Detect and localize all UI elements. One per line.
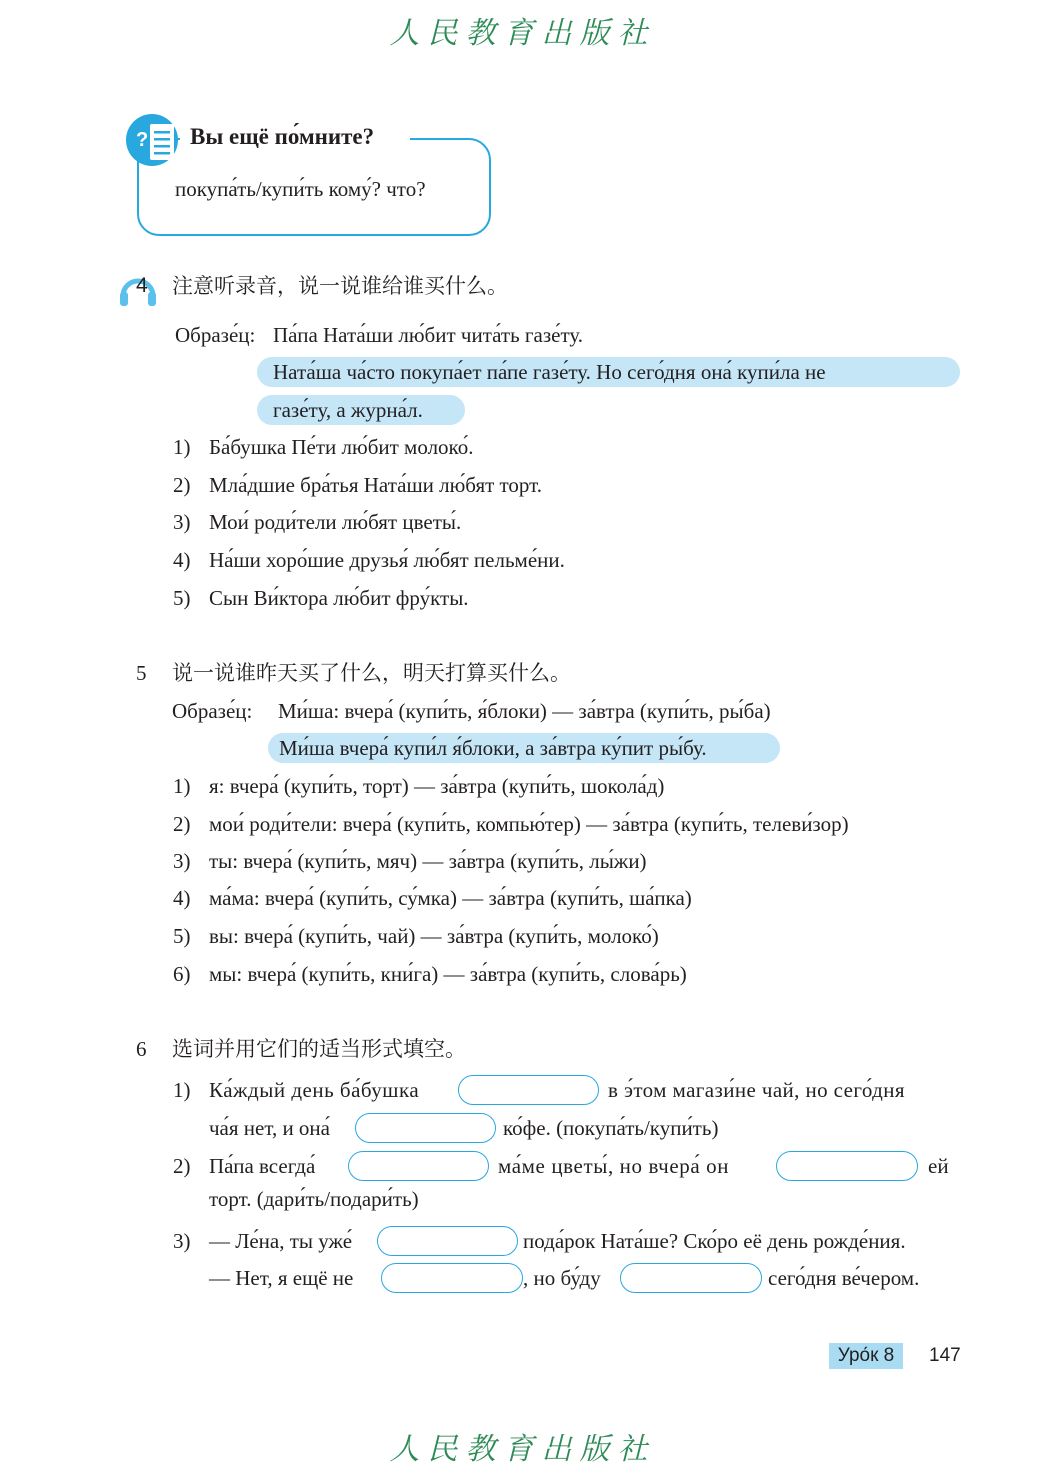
sample-answer: Ми́ша вчера́ купи́л я́блоки, а за́втра ку́пит ры́бу. xyxy=(279,736,707,760)
list-item: 4) На́ши хоро́шие друзья́ лю́бят пельме́ни. xyxy=(173,548,565,572)
list-item: 6) мы: вчера́ (купи́ть, кни́га) — за́втра (купи́ть, слова́рь) xyxy=(173,962,687,986)
exercise-4-instruction: 注意听录音，说一说谁给谁买什么。 xyxy=(172,274,508,298)
sample-text: Па́па Ната́ши лю́бит чита́ть газе́ту. xyxy=(273,323,584,347)
list-item: 2) Мла́дшие бра́тья Ната́ши лю́бят торт. xyxy=(173,473,543,497)
list-item: 2) мои́ роди́тели: вчера́ (купи́ть, компью́тер) — за́втра (купи́ть, телеви́зор) xyxy=(173,812,849,836)
item-text: — Нет, я ещё не xyxy=(209,1266,354,1290)
item-text: , но бу́ду xyxy=(523,1266,601,1290)
exercise-4-number: 4 xyxy=(136,274,148,297)
exercise-6-instruction: 选词并用它们的适当形式填空。 xyxy=(172,1037,466,1061)
exercise-5-number: 5 xyxy=(136,661,147,685)
reminder-title: Вы ещё по́мните? xyxy=(190,124,375,149)
blank-field[interactable] xyxy=(381,1263,523,1293)
list-item: 3) Мои́ роди́тели лю́бят цветы́. xyxy=(173,510,462,534)
blank-field[interactable] xyxy=(458,1075,599,1105)
sample-label: Образе́ц: xyxy=(172,699,253,723)
blank-field[interactable] xyxy=(620,1263,762,1293)
list-item: 1) я: вчера́ (купи́ть, торт) — за́втра (купи́ть, шокола́д) xyxy=(173,774,665,798)
blank-field[interactable] xyxy=(377,1226,518,1256)
reminder-text: покупа́ть/купи́ть кому́? что? xyxy=(175,177,426,201)
item-text: Па́па всегда́ xyxy=(209,1154,316,1178)
reminder-icon xyxy=(126,112,182,168)
list-item: 5) вы: вчера́ (купи́ть, чай) — за́втра (купи́ть, молоко́) xyxy=(173,924,659,948)
item-text: ча́я нет, и она́ xyxy=(209,1116,330,1140)
item-text: сего́дня ве́чером. xyxy=(768,1266,920,1290)
item-text: ма́ме цветы́, но вчера́ он xyxy=(498,1154,730,1178)
publisher-logo-bottom: 人民教育出版社 xyxy=(389,1432,656,1467)
list-item: 3) ты: вчера́ (купи́ть, мяч) — за́втра (купи́ть, лы́жи) xyxy=(173,849,647,873)
list-item: 1) Ба́бушка Пе́ти лю́бит молоко́. xyxy=(173,435,474,459)
publisher-logo-top: 人民教育出版社 xyxy=(389,16,656,51)
sample-text: Ми́ша: вчера́ (купи́ть, я́блоки) — за́втра (купи́ть, ры́ба) xyxy=(278,699,771,723)
exercise-5-instruction: 说一说谁昨天买了什么，明天打算买什么。 xyxy=(172,661,571,685)
item-text: в э́том магази́не чай, но сего́дня xyxy=(608,1078,905,1102)
item-number: 2) xyxy=(173,1154,191,1178)
blank-field[interactable] xyxy=(348,1151,489,1181)
list-item: 4) ма́ма: вчера́ (купи́ть, су́мка) — за́втра (купи́ть, ша́пка) xyxy=(173,886,692,910)
list-item: 5) Сын Ви́ктора лю́бит фру́кты. xyxy=(173,586,469,610)
item-text: — Ле́на, ты уже́ xyxy=(209,1229,353,1253)
sample-answer-line1: Ната́ша ча́сто покупа́ет па́пе газе́ту. Но сего́дня она́ купи́ла не xyxy=(273,360,826,384)
item-text: торт. (дари́ть/подари́ть) xyxy=(209,1187,419,1211)
lesson-badge: Уро́к 8 xyxy=(829,1343,903,1369)
sample-label: Образе́ц: xyxy=(175,323,256,347)
svg-text:?: ? xyxy=(136,129,149,151)
item-text: ей xyxy=(928,1154,949,1178)
item-text: Ка́ждый день ба́бушка xyxy=(209,1078,420,1102)
item-text: ко́фе. (покупа́ть/купи́ть) xyxy=(503,1116,719,1140)
sample-answer-line2: газе́ту, а журна́л. xyxy=(273,398,423,422)
blank-field[interactable] xyxy=(355,1113,496,1143)
item-number: 1) xyxy=(173,1078,191,1102)
exercise-6-number: 6 xyxy=(136,1037,147,1061)
item-number: 3) xyxy=(173,1229,191,1253)
blank-field[interactable] xyxy=(776,1151,918,1181)
item-text: пода́рок Ната́ше? Ско́ро её день рожде́ния. xyxy=(523,1229,906,1253)
page-number: 147 xyxy=(929,1345,961,1366)
